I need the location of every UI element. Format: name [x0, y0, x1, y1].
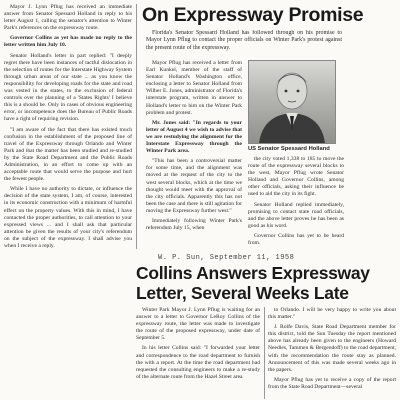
portrait-icon [249, 61, 335, 143]
paragraph: Florida's Senator Spessard Holland has followed through on his promise to Mayor Lynn Pflug to contact the proper officials on Winter Park's protest against the present route of the expressway. [146, 30, 342, 51]
top-left-column [4, 4, 132, 398]
paragraph: Mr. Jones said: "In regards to your letter of August 4 we wish to advise that we are restudying the alignment for the Interstate Expressway through the Winter Park area. [146, 119, 242, 155]
paragraph: While I have no authority to dictate, or influence the decision of the state system, I am, of course, interested in its economic construction with a minimum of harmful effect on the property values. With this in mind, I have contacted the proper authorities, to call attention to your expressed views ... and I shall ask that particular attention be given the results of your city's referendum on the subject of the expressway. I shall advise you when I receive a reply. [4, 186, 132, 249]
top-lede [146, 30, 342, 56]
paragraph: Senator Holland replied immediately, promising to contact state road officials, and the above letter proves he has been as good as his word. [248, 201, 344, 229]
bottom-headline: Collins Answers Expressway Letter, Several Weeks Late [136, 263, 370, 303]
paragraph: Winter Park Mayor J. Lynn Pflug is waiting for an answer to a letter to Governor LeRoy Collins of the expressway route, the letter was made to investigate the route of the proposed expressway, under date of September 5. [136, 307, 260, 342]
dateline: W. P. Sun, September 11, 1958 [158, 254, 295, 262]
paragraph: J. Rolfe Davis, State Road Department member for this district, told the Sun Tuesday the report mentioned above has already been given to the engineers (Howard Needles, Tammen & Bergendoff) to the road department, with the recommendation the route stay as planned. Announcement of this was made several weeks ago in the papers. [268, 324, 396, 373]
paragraph: Mayor Pflug has received a letter from Earl Kunkel, member of the staff of Senator Holland's Washington office, enclosing a letter to Senator Holland from Wilber E. Jones, administrator of Florida's interstate program, written in answer to Holland's letter to him on the Winter Park problem and protest. [146, 60, 242, 116]
paragraph: Senator Holland's letter in part replied: "I deeply regret there have been instances of tactful dislocation in the selection of routes for the Interstate Highway System through urban areas of our state ... as you know the responsibility for developing roads for the state and road was vested in the states, to the exclusion of federal controls over the planning of a 'States Rights' I believe this is a should be. Only in cases of obvious engineering error, or incompetence does the Bureau of Public Roads have a right of requiring revision. [4, 52, 132, 123]
top-middle-column [146, 60, 242, 248]
paragraph: to Orlando. I will be very happy to write you about this matter." [268, 307, 396, 321]
bottom-right-column [268, 307, 396, 399]
paragraph: Immediately following Winter Park's referendum July 15, when [146, 217, 242, 232]
senator-photo [248, 60, 336, 144]
column-divider [136, 4, 137, 249]
photo-caption: US Senator Spessard Holland [248, 146, 330, 152]
paragraph: Governor Collins has yet to be heard from. [248, 232, 344, 247]
top-right-column [248, 156, 344, 248]
paragraph: Mayor J. Lynn Pflug has received an immediate answer from Senator Spessard Holland in reply to his letter August 1, calling the senator's attention to Winter Park's references on the expressway route. [4, 4, 132, 32]
bottom-left-column [136, 307, 260, 399]
paragraph: In his letter Collins said: "I forwarded your letter and correspondence to the road department to furnish the with a report. At the time the road department had requested the consulting engineers to make a re-study of the alternate route from the Hazel Street area [136, 345, 260, 380]
paragraph: Governor Collins as yet has made no reply to the letter written him July 10. [4, 35, 132, 49]
paragraph: Mayor Pflug has yet to receive a copy of the report from the State Road Department—several [268, 376, 396, 390]
column-divider [264, 307, 265, 399]
top-headline: On Expressway Promise [142, 4, 364, 26]
paragraph: "I am aware of the fact that there has existed much confusion in the establishment of the proposed line of travel of the Expressway through Orlando and Winter Park and that the matter has been studied and re-studied by the State Road Department and the Public Roads Administration, in an effort to come up with an acceptable route that would serve the purpose and hurt the fewest people. [4, 126, 132, 183]
paragraph: "This has been a controversial matter for some time, and the alignment was moved at the request of the city to the west several blocks, which at the time we thought would meet with the approval of the city officials. Apparently this has not been the case and there is still agitation for moving the Expressway further west." [146, 158, 242, 214]
paragraph: the city voted 1,338 to 185 to move the route of the expressway several blocks to the west, Mayor Pflug wrote Senator Holland and Governor Collins, among other officials, asking their influence be used to aid the city in its fight. [248, 156, 344, 198]
